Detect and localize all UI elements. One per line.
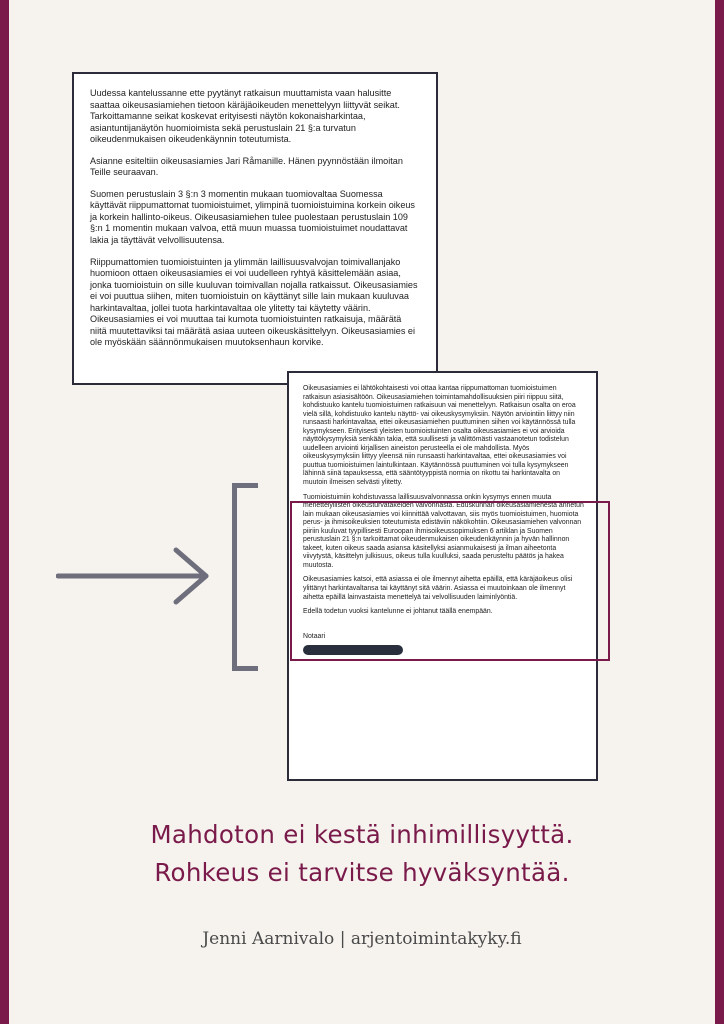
letter-paragraph: Oikeusasiamies katsoi, että asiassa ei ole ilmennyt aihetta epäillä, että käräjäoikeus olisi ylittänyt harkintavaltansa tai käyttänyt sitä väärin. Asiassa ei muutoinkaan ole ilmennyt aihetta epäillä lainvastaista menettelyä tai velvollisuuden laiminlyöntiä. (303, 576, 573, 601)
letter-paragraph: Riippumattomien tuomioistuinten ja ylimmän laillisuusvalvojan toimivallanjako huomioon ottaen oikeusasiamies ei voi uudelleen ryhtyä käsittelemään asiaa, jonka tuomioistuin on sille kuuluvan toimivallan nojalla ratkaissut. Oikeusasiamies ei voi puuttua siihen, miten tuomioistuin on käyttänyt sille lain mukaan kuuluvaa harkintavaltaa, jollei tuota harkintavaltaa ole ylitetty tai käytetty väärin. Oikeusasiamies ei voi muuttaa tai kumota tuomioistuinten ratkaisuja, määrätä niitä muutettaviksi tai määrätä asiaa uuteen oikeuskäsittelyyn. Oikeusasiamies ei ole myöskään säännönmukaisen muutoksenhaun korvike. (90, 256, 418, 348)
letter-paragraph: Suomen perustuslain 3 §:n 3 momentin mukaan tuomiovaltaa Suomessa käyttävät riippumattomat tuomioistuimet, ylimpinä tuomioistuimina korkein oikeus ja korkein hallinto-oikeus. Oikeusasiamiehen tulee puolestaan perustuslain 109 §:n 1 momentin mukaan valvoa, että muun muassa tuomioistuimet noudattavat lakia ja täyttävät velvollisuutensa. (90, 188, 415, 246)
letter-paragraph: Oikeusasiamies ei lähtökohtaisesti voi ottaa kantaa riippumattoman tuomioistuimen ratkaisun asiasisältöön. Oikeusasiamiehen toimintamahdollisuuksien piiri riippuu siitä, kohdistuuko kantelu tuomioistuimen ratkaisuun vai menettelyyn. Ratkaisun osalta on eroa vielä sillä, kohdistuuko kantelu näyttö- vai oikeuskysymyksiin. Näytön arviointiin liittyy niin runsaasti harkintavaltaa, ettei oikeusasiamiehen puuttuminen siihen voi käytännössä tulla kysymykseen. Erityisesti yleisten tuomioistuinten osalta oikeusasiamies ei voi arvioida näyttökysymyksiä senkään takia, että suullisesti ja välittömästi vastaanotetun todistelun uudelleen arviointi kirjallisen aineiston perusteella ei ole mahdollista. Myös oikeuskysymyksiin liittyy yleensä niin runsaasti harkintavaltaa, ettei oikeusasiamies voi puuttua tuomioistuimen laintulkintaan. Käytännössä puuttuminen voi tulla kysymykseen lähinnä siinä tapauksessa, että sääntötyyppistä normia on rikottu tai harkintavalta on muutoin ilmeisen selvästi ylitetty. (303, 385, 576, 487)
signature-label: Notaari (303, 632, 326, 640)
letter-paragraph: Tuomioistuimiin kohdistuvassa laillisuusvalvonnassa onkin kysymys ennen muuta menettelyllisten oikeusturvatakeiden valvonnasta. Eduskunnan oikeusasiamiehestä annetun lain mukaan oikeusasiamies voi kiinnittää valvottavan, siis myös tuomioistuimen, huomiota perus- ja ihmisoikeuksien toteutumista edistäviin näkökohtiin. Oikeusasiamiehen valvonnan piiriin kuuluvat tyypillisesti Euroopan ihmisoikeussopimuksen 6 artiklan ja Suomen perustuslain 21 §:n tarkoittamat oikeudenmukaisen oikeudenkäynnin ja hyvän hallinnon takeet, kuten oikeus saada asiansa käsitellyksi asianmukaisesti ja ilman aiheetonta viivytystä, käsittelyn julkisuus, oikeus tulla kuulluksi, saada perusteltu päätös ja hakea muutosta. (303, 493, 584, 569)
right-border-stripe (715, 0, 724, 1024)
left-border-stripe (0, 0, 9, 1024)
quote-line-1: Mahdoton ei kestä inhimillisyyttä. (150, 820, 574, 849)
quote-line-2: Rohkeus ei tarvitse hyväksyntää. (154, 858, 570, 887)
letter-paragraph: Edellä todetun vuoksi kantelunne ei johtanut täällä enempään. (303, 608, 493, 616)
arrow-right-icon (56, 546, 216, 606)
letter-excerpt-top (72, 72, 438, 385)
letter-paragraph: Asianne esiteltiin oikeusasiamies Jari Råmanille. Hänen pyynnöstään ilmoitan Teille seuraavan. (90, 155, 403, 178)
bracket-icon (232, 483, 258, 671)
quote-text (60, 816, 664, 892)
letter-excerpt-bottom (287, 371, 598, 781)
author-credit: Jenni Aarnivalo | arjentoimintakyky.fi (202, 929, 522, 949)
letter-paragraph: Uudessa kantelussanne ette pyytänyt ratkaisun muuttamista vaan halusitte saattaa oikeusasiamiehen tietoon käräjäoikeuden menettelyyn liittyvät seikat. Tarkoittamanne seikat koskevat erityisesti näytön kokonaisharkintaa, asiantuntijanäytön huomioimista sekä perustuslain 21 §:a turvatun oikeudenmukaisen oikeudenkäynnin toteutumista. (90, 88, 400, 145)
redacted-name-bar (303, 645, 403, 655)
